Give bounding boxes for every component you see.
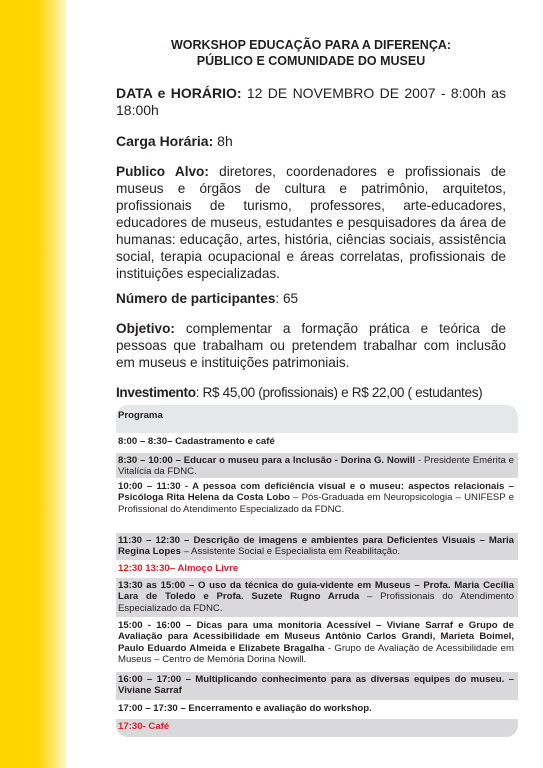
title-line-1: WORKSHOP EDUCAÇÃO PARA A DIFERENÇA: [170, 38, 452, 52]
participants-value: : 65 [275, 291, 299, 306]
program-item-title: 10:00 – 11:30 - A pessoa com deficiência visual e o museu: aspectos relacionais – Psicóloga Rita Helena da Costa Lobo [118, 481, 514, 504]
program-item-detail: – Pós-Graduada em Neuropsicologia – UNIFESP e Profissional do Atendimento Especializado da FDNC. [118, 492, 514, 515]
program-item-title: 16:00 – 17:00 – Multiplicando conhecimento para as diversas equipes do museu. – Viviane Sarraf [118, 674, 514, 697]
program-header [116, 405, 518, 433]
program-item-title: 8:00 – 8:30– Cadastramento e café [118, 436, 275, 447]
objective-label: Objetivo: [116, 321, 175, 336]
program-item-detail: - Grupo de Avaliação de Acessibilidade em Museus – Centro de Memória Dorina Nowill. [118, 642, 514, 666]
audience-label: Publico Alvo: [116, 164, 209, 179]
date-time-label: DATA e HORÁRIO: [116, 85, 242, 101]
date-time-value: 12 DE NOVEMBRO DE 2007 - 8:00h as 18:00h [116, 85, 507, 118]
investment-section [116, 384, 506, 401]
program-item-title: 11:30 – 12:30 – Descrição de imagens e ambientes para Deficientes Visuais – Maria Regina Lopes [118, 535, 514, 558]
participants-label: Número de participantes [116, 291, 276, 306]
program-item-registration [116, 433, 518, 452]
yellow-side-band [0, 0, 66, 768]
investment-label: Investimento [116, 385, 196, 400]
program-item-descricao-imagens [116, 532, 518, 560]
workload-label: Carga Horária: [116, 133, 214, 149]
program-item-title: 15:00 - 16:00 – Dicas para uma monitoria Acessível – Viviane Sarraf e Grupo de Avaliação para Acessibilidade em Museus Antônio Carlos Grandi, Marieta Boimel, Paulo Eduardo Almeida e Elizabete Bragalha [118, 620, 514, 654]
program-item-guia-vidente [116, 577, 518, 617]
audience-section [116, 163, 506, 282]
program-item-title: 17:00 – 17:30 – Encerramento e avaliação do workshop. [118, 703, 372, 714]
program-item-almoco [116, 560, 518, 577]
program-item-title: 12:30 13:30– Almoço Livre [118, 563, 239, 574]
program-schedule [116, 405, 518, 737]
participants-section [116, 290, 506, 307]
workload-value: 8h [213, 133, 233, 149]
objective-value: complementar a formação prática e teórica de pessoas que trabalham ou pretendem trabalhar com inclusão em museus e instituições patrimoniais. [116, 321, 506, 370]
program-item-detail: - Presidente Emérita e Vitalícia da FDNC. [118, 455, 514, 478]
program-item-detail: – Profissionais do Atendimento Especializado da FDNC. [118, 591, 514, 614]
program-item-cafe [116, 718, 518, 737]
investment-value: : R$ 45,00 (profissionais) e R$ 22,00 ( estudantes) [195, 385, 483, 400]
page-title [116, 37, 506, 69]
program-item-monitoria-acessivel [116, 617, 518, 671]
objective-section [116, 320, 506, 371]
program-item-detail: – Assistente Social e Especialista em Reabilitação. [180, 546, 401, 558]
audience-value: diretores, coordenadores e profissionais de museus e órgãos de cultura e patrimônio, arquitetos, profissionais de turismo, professores, arte-educadores, educadores de museus, estudantes e pesquisadores da área de humanas: educação, artes, história, ciências sociais, assistência social, terapia ocupacional e áreas correlatas, profissionais de instituições especializadas. [116, 164, 506, 281]
workload-section [116, 133, 506, 150]
program-item-title: 8:30 – 10:00 – Educar o museu para a Inclusão - Dorina G. Nowill [118, 455, 416, 466]
program-item-title: 17:30- Café [118, 721, 170, 732]
title-line-2: PÚBLICO E COMUNIDADE DO MUSEU [196, 54, 426, 68]
program-header-label: Programa [118, 410, 163, 421]
date-time-section [116, 85, 506, 119]
program-item-multiplicando [116, 671, 518, 700]
program-item-title: 13:30 as 15:00 – O uso da técnica do guia-vidente em Museus – Profa. Maria Cecília Lara de Toledo e Profa. Suzete Rugno Arruda [118, 580, 514, 603]
program-item-encerramento [116, 700, 518, 718]
program-item-educar-museu [116, 452, 518, 478]
program-item-deficiencia-visual [116, 478, 518, 532]
